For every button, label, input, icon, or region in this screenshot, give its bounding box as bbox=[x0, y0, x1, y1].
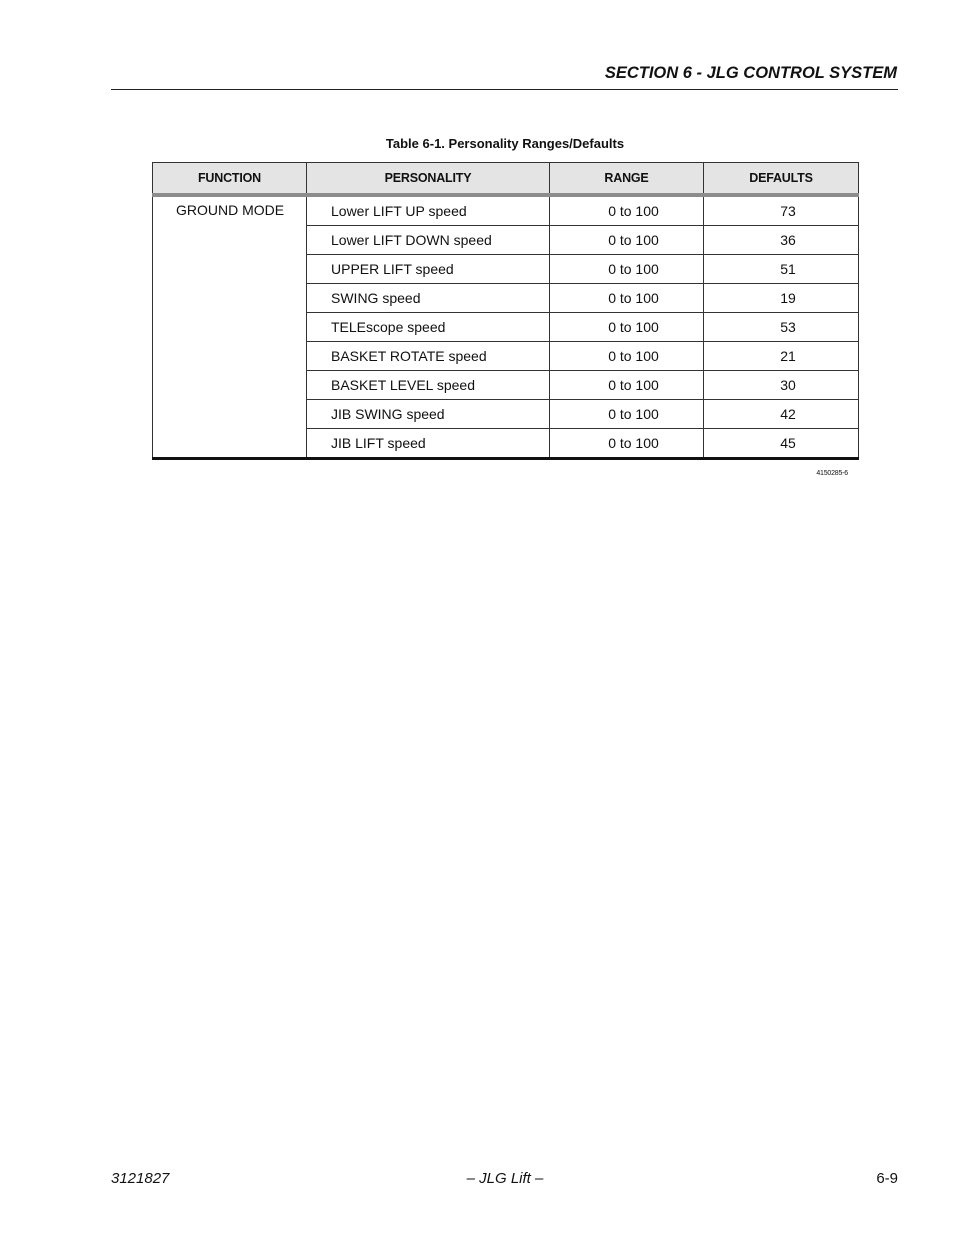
personality-cell: Lower LIFT DOWN speed bbox=[307, 226, 550, 255]
default-cell: 42 bbox=[704, 400, 859, 429]
default-cell: 73 bbox=[704, 195, 859, 226]
range-cell: 0 to 100 bbox=[550, 371, 704, 400]
default-cell: 51 bbox=[704, 255, 859, 284]
personality-cell: UPPER LIFT speed bbox=[307, 255, 550, 284]
personality-cell: BASKET LEVEL speed bbox=[307, 371, 550, 400]
personality-cell: BASKET ROTATE speed bbox=[307, 342, 550, 371]
header-divider bbox=[111, 89, 898, 90]
default-cell: 36 bbox=[704, 226, 859, 255]
function-cell: GROUND MODE bbox=[153, 195, 307, 459]
default-cell: 45 bbox=[704, 429, 859, 459]
default-cell: 19 bbox=[704, 284, 859, 313]
personality-cell: Lower LIFT UP speed bbox=[307, 195, 550, 226]
personality-cell: SWING speed bbox=[307, 284, 550, 313]
table-caption: Table 6-1. Personality Ranges/Defaults bbox=[385, 136, 625, 151]
default-cell: 53 bbox=[704, 313, 859, 342]
range-cell: 0 to 100 bbox=[550, 284, 704, 313]
range-cell: 0 to 100 bbox=[550, 195, 704, 226]
personality-cell: JIB SWING speed bbox=[307, 400, 550, 429]
publisher-name: – JLG Lift – bbox=[466, 1170, 544, 1187]
doc-number: 3121827 bbox=[111, 1170, 170, 1187]
column-header-defaults: DEFAULTS bbox=[704, 163, 859, 196]
figure-id: 4150285-6 bbox=[816, 470, 848, 477]
personality-cell: JIB LIFT speed bbox=[307, 429, 550, 459]
column-header-function: FUNCTION bbox=[153, 163, 307, 196]
range-cell: 0 to 100 bbox=[550, 342, 704, 371]
range-cell: 0 to 100 bbox=[550, 429, 704, 459]
column-header-range: RANGE bbox=[550, 163, 704, 196]
section-title: SECTION 6 - JLG CONTROL SYSTEM bbox=[604, 64, 897, 82]
range-cell: 0 to 100 bbox=[550, 226, 704, 255]
range-cell: 0 to 100 bbox=[550, 255, 704, 284]
table-row bbox=[153, 195, 859, 226]
page-number: 6-9 bbox=[876, 1170, 898, 1187]
personality-table bbox=[152, 162, 859, 460]
table-header-row bbox=[153, 163, 859, 196]
range-cell: 0 to 100 bbox=[550, 400, 704, 429]
default-cell: 21 bbox=[704, 342, 859, 371]
range-cell: 0 to 100 bbox=[550, 313, 704, 342]
personality-cell: TELEscope speed bbox=[307, 313, 550, 342]
default-cell: 30 bbox=[704, 371, 859, 400]
column-header-personality: PERSONALITY bbox=[307, 163, 550, 196]
